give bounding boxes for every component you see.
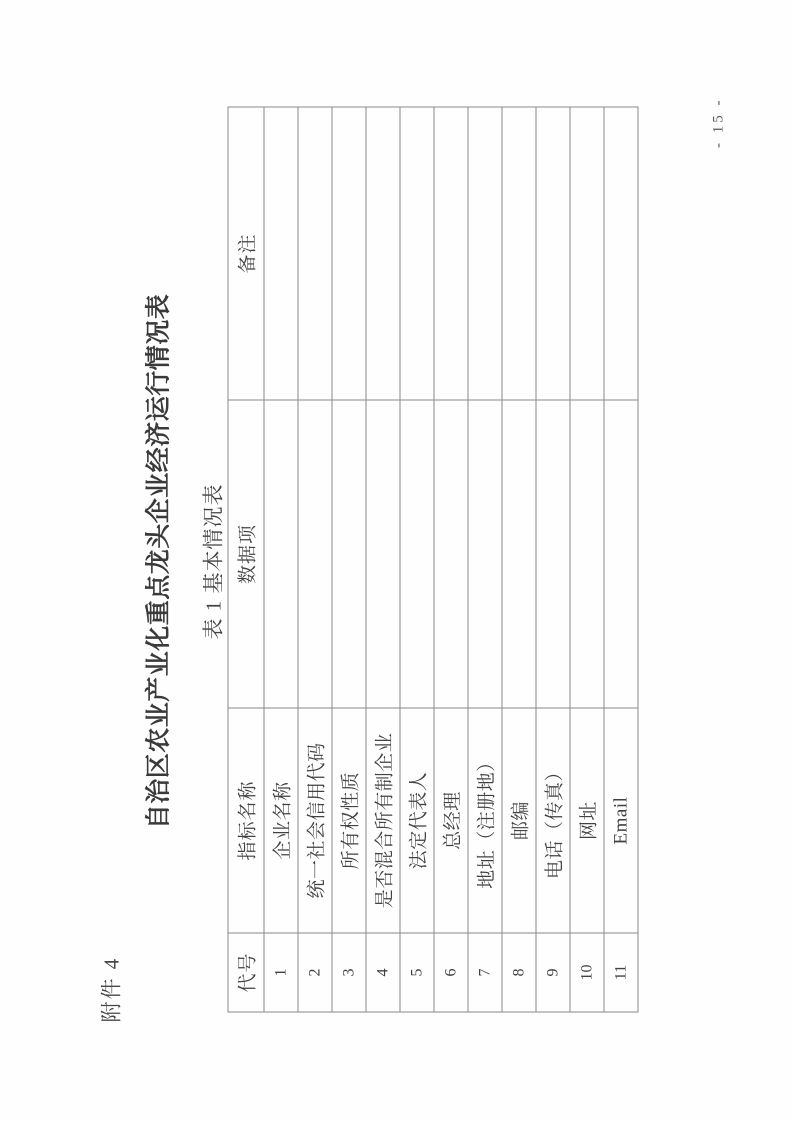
page-number: - 15 - [710,97,726,148]
row-code: 2 [298,933,332,1012]
table-row [570,107,604,1012]
row-data-cell [264,400,298,708]
row-data-cell [400,400,434,708]
row-data-cell [570,400,604,708]
row-name: Email [604,708,638,933]
row-name: 地址（注册地） [468,708,502,933]
header-cell-note: 备注 [228,107,264,400]
row-note-cell [264,107,298,400]
row-note-cell [502,107,536,400]
row-name: 企业名称 [264,708,298,933]
row-data-cell [536,400,570,708]
row-name: 所有权性质 [332,708,366,933]
row-name: 法定代表人 [400,708,434,933]
row-note-cell [298,107,332,400]
row-note-cell [366,107,400,400]
row-data-cell [332,400,366,708]
table-row [434,107,468,1012]
table-row [502,107,536,1012]
row-code: 7 [468,933,502,1012]
attachment-label: 附件 4 [99,956,123,1022]
table-row [468,107,502,1012]
row-code: 1 [264,933,298,1012]
row-data-cell [502,400,536,708]
table-row [536,107,570,1012]
table-header-row [228,107,264,1012]
row-name: 总经理 [434,708,468,933]
row-data-cell [366,400,400,708]
table-row [604,107,638,1012]
table-row [366,107,400,1012]
row-code: 6 [434,933,468,1012]
row-code: 3 [332,933,366,1012]
row-name: 网址 [570,708,604,933]
row-code: 4 [366,933,400,1012]
row-data-cell [434,400,468,708]
row-name: 电话（传真） [536,708,570,933]
row-note-cell [332,107,366,400]
row-data-cell [298,400,332,708]
header-cell-code: 代号 [228,933,264,1012]
table-row [332,107,366,1012]
basic-info-table [227,106,638,1012]
row-code: 5 [400,933,434,1012]
row-note-cell [434,107,468,400]
row-name: 邮编 [502,708,536,933]
document-title: 自治区农业产业化重点龙头企业经济运行情况表 [145,293,172,829]
header-cell-data: 数据项 [228,400,264,708]
row-note-cell [400,107,434,400]
row-code: 8 [502,933,536,1012]
row-name: 统一社会信用代码 [298,708,332,933]
row-note-cell [604,107,638,400]
table-row [400,107,434,1012]
row-note-cell [468,107,502,400]
header-cell-name: 指标名称 [228,708,264,933]
table-row [298,107,332,1012]
row-note-cell [536,107,570,400]
row-data-cell [604,400,638,708]
row-data-cell [468,400,502,708]
row-note-cell [570,107,604,400]
table-row [264,107,298,1012]
table-caption: 表 1 基本情况表 [201,483,225,639]
row-name: 是否混合所有制企业 [366,708,400,933]
row-code: 9 [536,933,570,1012]
row-code: 10 [570,933,604,1012]
row-code: 11 [604,933,638,1012]
